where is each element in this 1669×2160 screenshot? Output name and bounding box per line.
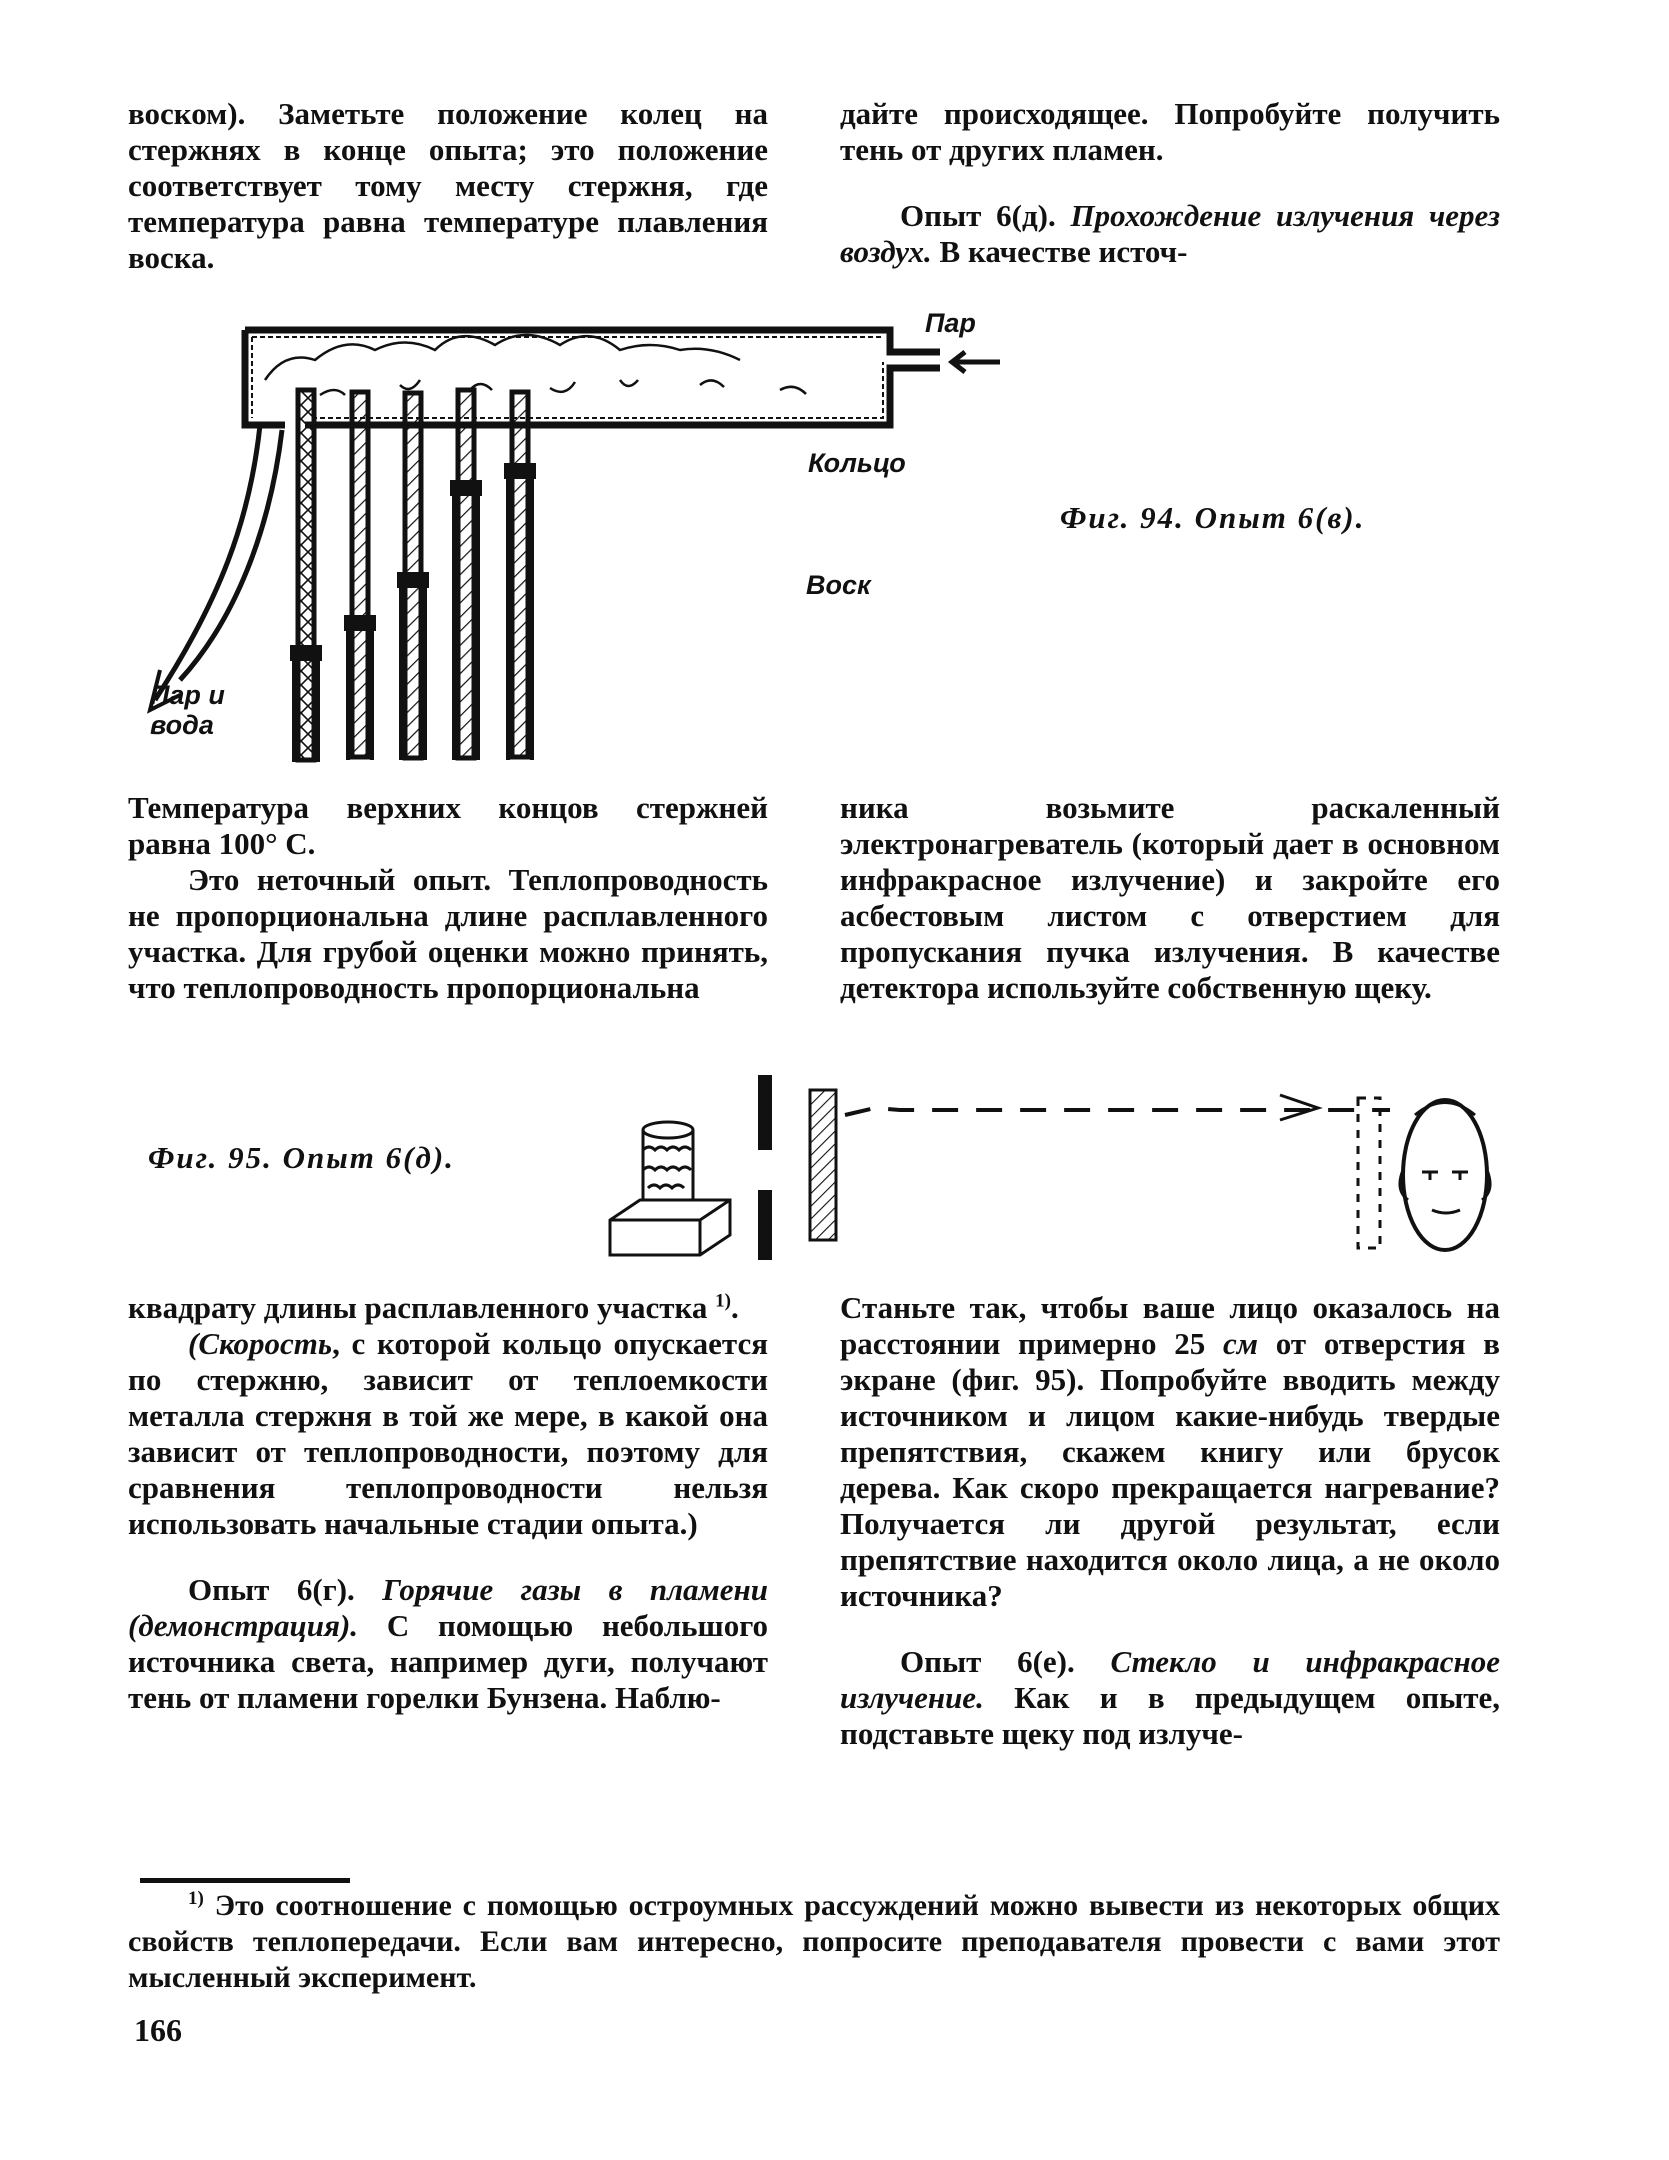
footnote-text: [128, 1888, 1500, 1996]
screen-bottom: [758, 1190, 772, 1260]
paragraph: [128, 1290, 768, 1326]
rod-5: [512, 392, 528, 757]
experiment-text: С помощью небольшого источника света, например дуги, получают тень от пламени горелки Бунзена. Наблю-: [128, 1608, 769, 1715]
experiment-6e-paragraph: [840, 1644, 1500, 1752]
experiment-6d-paragraph: [840, 198, 1500, 270]
rod-1: [298, 390, 314, 760]
outlet-tube: [150, 425, 282, 710]
figure-95-drawing: [600, 1060, 1500, 1260]
label-steam-out-line2: вода: [150, 710, 214, 740]
figure-94-caption: Фиг. 94. Опыт 6(в).: [1060, 500, 1366, 535]
unit: см: [1223, 1326, 1259, 1361]
rod-2: [352, 392, 368, 757]
text: от отверстия в экране (фиг. 95). Попробуйте вводить между источником и лицом какие-нибудь твердые препятствия, скажем книгу или брусок дерева. Как скоро прекращается нагревание? Получается ли другой результат, если препятствие находится около лица, а не около источника?: [840, 1326, 1501, 1613]
experiment-label: Опыт 6(е).: [900, 1644, 1075, 1679]
obstacle-outline: [1358, 1098, 1380, 1248]
paragraph: Температура верхних концов стержней равна 100° С.: [128, 790, 768, 861]
paragraph: [128, 1326, 768, 1542]
italic-word: (Скорость: [188, 1326, 333, 1361]
footnote-body: Это соотношение с помощью остроумных рассуждений можно вывести из некоторых общих свойств теплопередачи. Если вам интересно, попросите преподавателя провести с вами этот мысленный эксперимент.: [128, 1889, 1501, 1994]
text: .: [731, 1290, 739, 1325]
experiment-label: Опыт 6(д).: [900, 198, 1056, 233]
label-steam-out-line1: Пар и: [150, 680, 225, 710]
screen-top: [758, 1075, 772, 1150]
ring-2: [344, 615, 376, 631]
right-column-bottom: [840, 1290, 1500, 1752]
experiment-title: Горячие газы в пламени (демонстрация).: [128, 1572, 768, 1643]
paragraph: Это неточный опыт. Теплопроводность не пропорциональна длине расплавленного участка. Для грубой оценки можно принять, что теплопроводность пропорциональна: [128, 862, 768, 1005]
experiment-text: В качестве источ-: [939, 234, 1188, 269]
rod-4: [458, 390, 474, 758]
left-column-bottom: [128, 1290, 768, 1716]
footnote: [128, 1888, 1500, 1996]
figure-95-caption: Фиг. 95. Опыт 6(д).: [148, 1140, 455, 1175]
ring-1: [290, 645, 322, 661]
inlet-arrow: [952, 352, 1000, 372]
label-steam-in: Пар: [925, 308, 976, 338]
figure-94-drawing: [140, 300, 1040, 770]
paragraph: ника возьмите раскаленный электронагреватель (который дает в основном инфракрасное излучение) и закройте его асбестовым листом с отверстием для пропускания пучка излучения. В качестве детектора используйте собственную щеку.: [840, 790, 1500, 1005]
label-wax: Воск: [806, 570, 871, 600]
experiment-title: Стекло и инфракрасное излучение.: [840, 1644, 1501, 1715]
experiment-label: Опыт 6(г).: [188, 1572, 355, 1607]
paragraph: дайте происходящее. Попробуйте получить тень от других пламен.: [840, 96, 1500, 167]
left-column-mid: [128, 790, 768, 1006]
steam-box: [245, 330, 940, 425]
page-number: 166: [134, 2012, 182, 2048]
right-column-mid: [840, 790, 1500, 1006]
paragraph: [840, 1290, 1500, 1614]
right-column-top: [840, 96, 1500, 270]
experiment-6g-paragraph: [128, 1572, 768, 1716]
paragraph: воском). Заметьте положение колец на стержнях в конце опыта; это положение соответствует тому месту стержня, где температура равна температуре плавления воска.: [128, 96, 768, 275]
heater-icon: [610, 1122, 730, 1255]
experiment-title: Прохождение излучения через воздух.: [840, 198, 1500, 269]
footnote-marker: 1): [188, 1888, 204, 1909]
ring-5: [504, 463, 536, 479]
label-steam-out: [150, 680, 225, 740]
arrow-head-icon: [1280, 1095, 1318, 1120]
face-icon: [1400, 1100, 1490, 1250]
experiment-text: Как и в предыдущем опыте, подставьте щеку под излуче-: [840, 1680, 1501, 1751]
label-ring: Кольцо: [808, 448, 906, 478]
footnote-ref: 1): [715, 1290, 731, 1312]
text: , с которой кольцо опускается по стержню, зависит от теплоемкости металла стержня в той же мере, в какой она зависит от теплопроводности, поэтому для сравнения теплопроводности нельзя использовать начальные стадии опыта.): [128, 1326, 768, 1541]
left-column-top: [128, 96, 768, 276]
text: Станьте так, чтобы ваше лицо оказалось на расстоянии примерно 25: [840, 1290, 1500, 1361]
footnote-divider: [140, 1878, 350, 1883]
ring-3: [397, 572, 429, 588]
text: квадрату длины расплавленного участка: [128, 1290, 708, 1325]
ring-4: [450, 480, 482, 496]
plate-icon: [810, 1090, 836, 1240]
